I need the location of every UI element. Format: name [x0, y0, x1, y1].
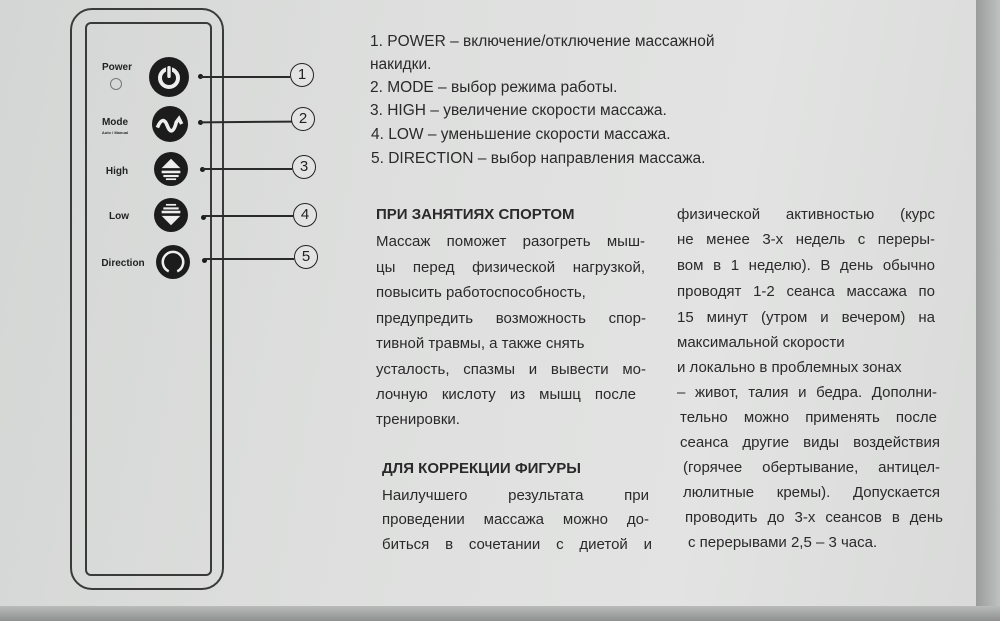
callout-3: 3	[292, 155, 316, 179]
callout-1: 1	[290, 63, 314, 87]
mode-sublabel: Auto / Manual	[101, 130, 129, 135]
text-line: с перерывами 2,5 – 3 часа.	[688, 534, 878, 551]
power-icon	[149, 57, 189, 97]
text-line: цы перед физической нагрузкой,	[376, 259, 645, 276]
text-line: физической активностью (курс	[677, 206, 935, 223]
text-line: тренировки.	[376, 411, 460, 428]
callout-4: 4	[293, 203, 317, 227]
callout-5: 5	[294, 245, 318, 269]
direction-label: Direction	[101, 258, 145, 269]
page-edge-bottom	[0, 606, 1000, 621]
page-edge	[976, 0, 1000, 621]
legend-line: 4. LOW – уменьшение скорости массажа.	[371, 126, 671, 143]
text-line: и локально в проблемных зонах	[677, 359, 902, 376]
text-line: проводить до 3-х сеансов в день	[685, 509, 943, 526]
text-line: – живот, талия и бедра. Дополни-	[677, 384, 937, 401]
legend-line: накидки.	[370, 56, 432, 73]
text-line: усталость, спазмы и вывести мо-	[376, 361, 646, 378]
leader-line	[200, 121, 292, 123]
legend-line: 5. DIRECTION – выбор направления массажа.	[371, 150, 706, 167]
section-heading: ПРИ ЗАНЯТИЯХ СПОРТОМ	[376, 206, 575, 223]
text-line: (горячее обертывание, антицел-	[683, 459, 940, 476]
callout-2: 2	[291, 107, 315, 131]
text-line: проведении массажа можно до-	[382, 511, 649, 528]
leader-line	[202, 168, 292, 170]
text-line: предупредить возможность спор-	[376, 310, 646, 327]
power-label: Power	[101, 62, 132, 73]
legend-line: 3. HIGH – увеличение скорости массажа.	[370, 102, 667, 119]
text-line: проводят 1-2 сеанса массажа по	[677, 283, 935, 300]
text-line: вом в 1 неделю). В день обычно	[677, 257, 935, 274]
text-line: тельно можно применять после	[680, 409, 937, 426]
text-line: сеанса другие виды воздействия	[680, 434, 940, 451]
text-line: лочную кислоту из мышц после	[376, 386, 636, 403]
arrow-up-icon	[154, 152, 188, 186]
legend-line: 2. MODE – выбор режима работы.	[370, 79, 618, 96]
direction-icon	[156, 245, 190, 279]
text-line: не менее 3-х недель с переры-	[677, 231, 935, 248]
low-label: Low	[109, 211, 129, 222]
leader-line	[204, 258, 294, 260]
text-line: 15 минут (утром и вечером) на	[677, 309, 935, 326]
text-line: люлитные кремы). Допускается	[683, 484, 940, 501]
text-line: биться в сочетании с диетой и	[382, 536, 652, 553]
power-led-icon	[110, 78, 122, 90]
mode-label: Mode	[101, 117, 129, 128]
text-line: Наилучшего результата при	[382, 487, 649, 504]
high-label: High	[105, 166, 129, 177]
text-line: повысить работоспособность,	[376, 284, 586, 301]
wave-icon	[152, 106, 188, 142]
section-heading: ДЛЯ КОРРЕКЦИИ ФИГУРЫ	[382, 460, 581, 477]
text-line: максимальной скорости	[677, 334, 845, 351]
arrow-down-icon	[154, 198, 188, 232]
leader-line	[203, 215, 293, 217]
text-line: тивной травмы, а также снять	[376, 335, 585, 352]
remote-panel	[85, 22, 212, 576]
leader-line	[200, 76, 290, 78]
text-line: Массаж поможет разогреть мыш-	[376, 233, 645, 250]
legend-line: 1. POWER – включение/отключение массажной	[370, 33, 715, 50]
